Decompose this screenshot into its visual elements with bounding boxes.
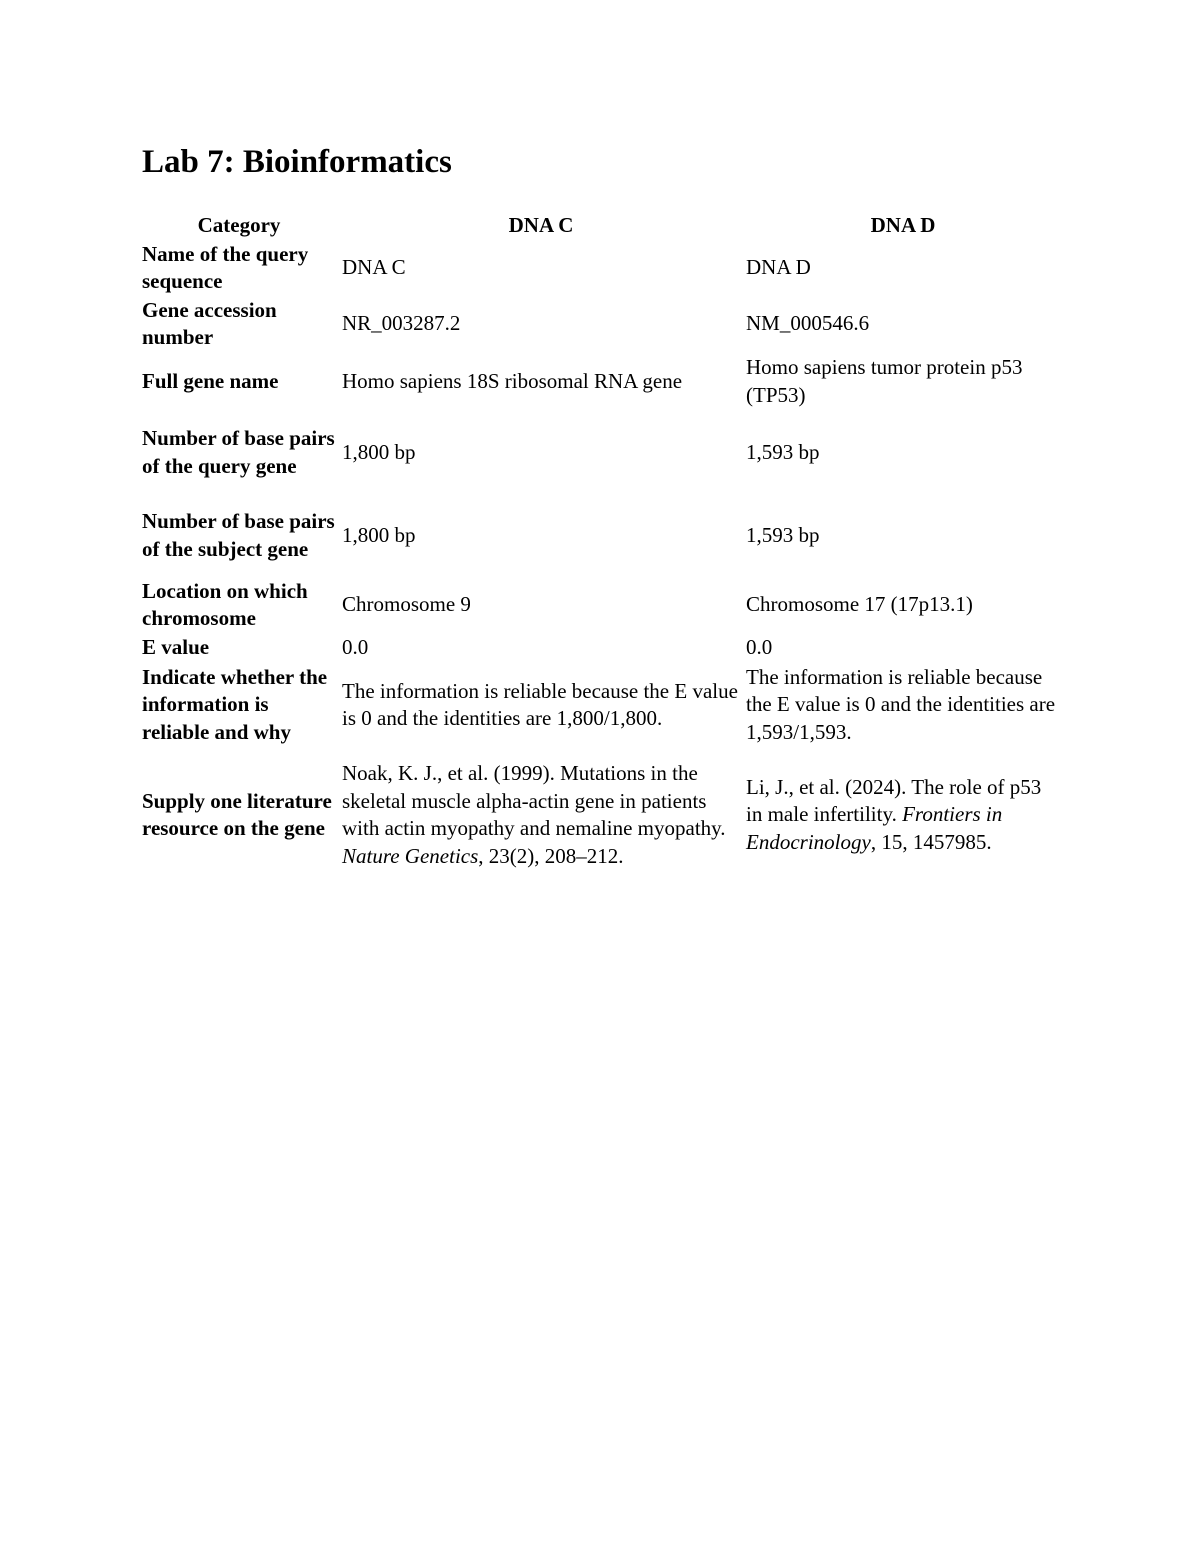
page-title: Lab 7: Bioinformatics <box>142 144 452 180</box>
table-row <box>139 411 1063 494</box>
journal-name: Frontiers in Endocrinology <box>746 802 1003 854</box>
row-category: Supply one literature resource on the gene <box>142 788 332 840</box>
row-category: E value <box>142 635 210 660</box>
cell-dna-d: DNA D <box>746 255 811 280</box>
table-row <box>139 663 1063 747</box>
cell-dna-c: Homo sapiens 18S ribosomal RNA gene <box>342 368 683 393</box>
cell-dna-c: 0.0 <box>342 635 369 660</box>
table-row <box>139 633 1063 663</box>
cell-dna-d: Chromosome 17 (17p13.1) <box>746 592 973 617</box>
header-category: Category <box>197 213 281 238</box>
cell-dna-d: 1,593 bp <box>746 439 820 464</box>
bioinformatics-table <box>139 212 1063 883</box>
row-category: Indicate whether the information is reliable and why <box>142 664 328 744</box>
reference-text: Li, J., et al. (2024). The role of p53 in male infertility. <box>746 774 1042 827</box>
cell-dna-d: NM_000546.6 <box>746 311 870 336</box>
row-category: Location on which chromosome <box>142 578 308 630</box>
table-row <box>139 240 1063 296</box>
cell-dna-c: NR_003287.2 <box>342 311 461 336</box>
cell-dna-d: 1,593 bp <box>746 522 820 547</box>
cell-dna-c: 1,800 bp <box>342 439 416 464</box>
cell-dna-c: The information is reliable because the E value is 0 and the identities are 1,800/1,800. <box>342 678 738 730</box>
table-row <box>139 494 1063 577</box>
cell-dna-d-reference <box>743 747 1063 883</box>
header-dna-d: DNA D <box>870 213 936 238</box>
reference-text: , 23(2), 208–212. <box>478 843 624 868</box>
cell-dna-c: DNA C <box>342 255 406 280</box>
row-category: Full gene name <box>142 368 279 393</box>
table-row <box>139 577 1063 633</box>
table-row <box>139 352 1063 411</box>
reference-text: , 15, 1457985. <box>870 829 992 854</box>
table-row <box>139 296 1063 352</box>
row-category: Number of base pairs of the query gene <box>142 426 335 478</box>
cell-dna-d: The information is reliable because the E value is 0 and the identities are 1,593/1,593. <box>746 664 1056 744</box>
table-row-literature <box>139 747 1063 883</box>
cell-dna-c: 1,800 bp <box>342 522 416 547</box>
cell-dna-c-reference <box>339 747 743 883</box>
row-category: Gene accession number <box>142 297 277 349</box>
cell-dna-d: 0.0 <box>746 635 773 660</box>
row-category: Name of the query sequence <box>142 241 309 293</box>
cell-dna-c: Chromosome 9 <box>342 592 471 617</box>
cell-dna-d: Homo sapiens tumor protein p53 (TP53) <box>746 355 1023 407</box>
row-category: Number of base pairs of the subject gene <box>142 509 335 561</box>
table-header-row <box>139 212 1063 240</box>
reference-text: Noak, K. J., et al. (1999). Mutations in the skeletal muscle alpha-actin gene in patients with actin myopathy and nemaline myopathy. <box>342 761 726 840</box>
journal-name: Nature Genetics <box>342 843 479 868</box>
header-dna-c: DNA C <box>508 213 574 238</box>
